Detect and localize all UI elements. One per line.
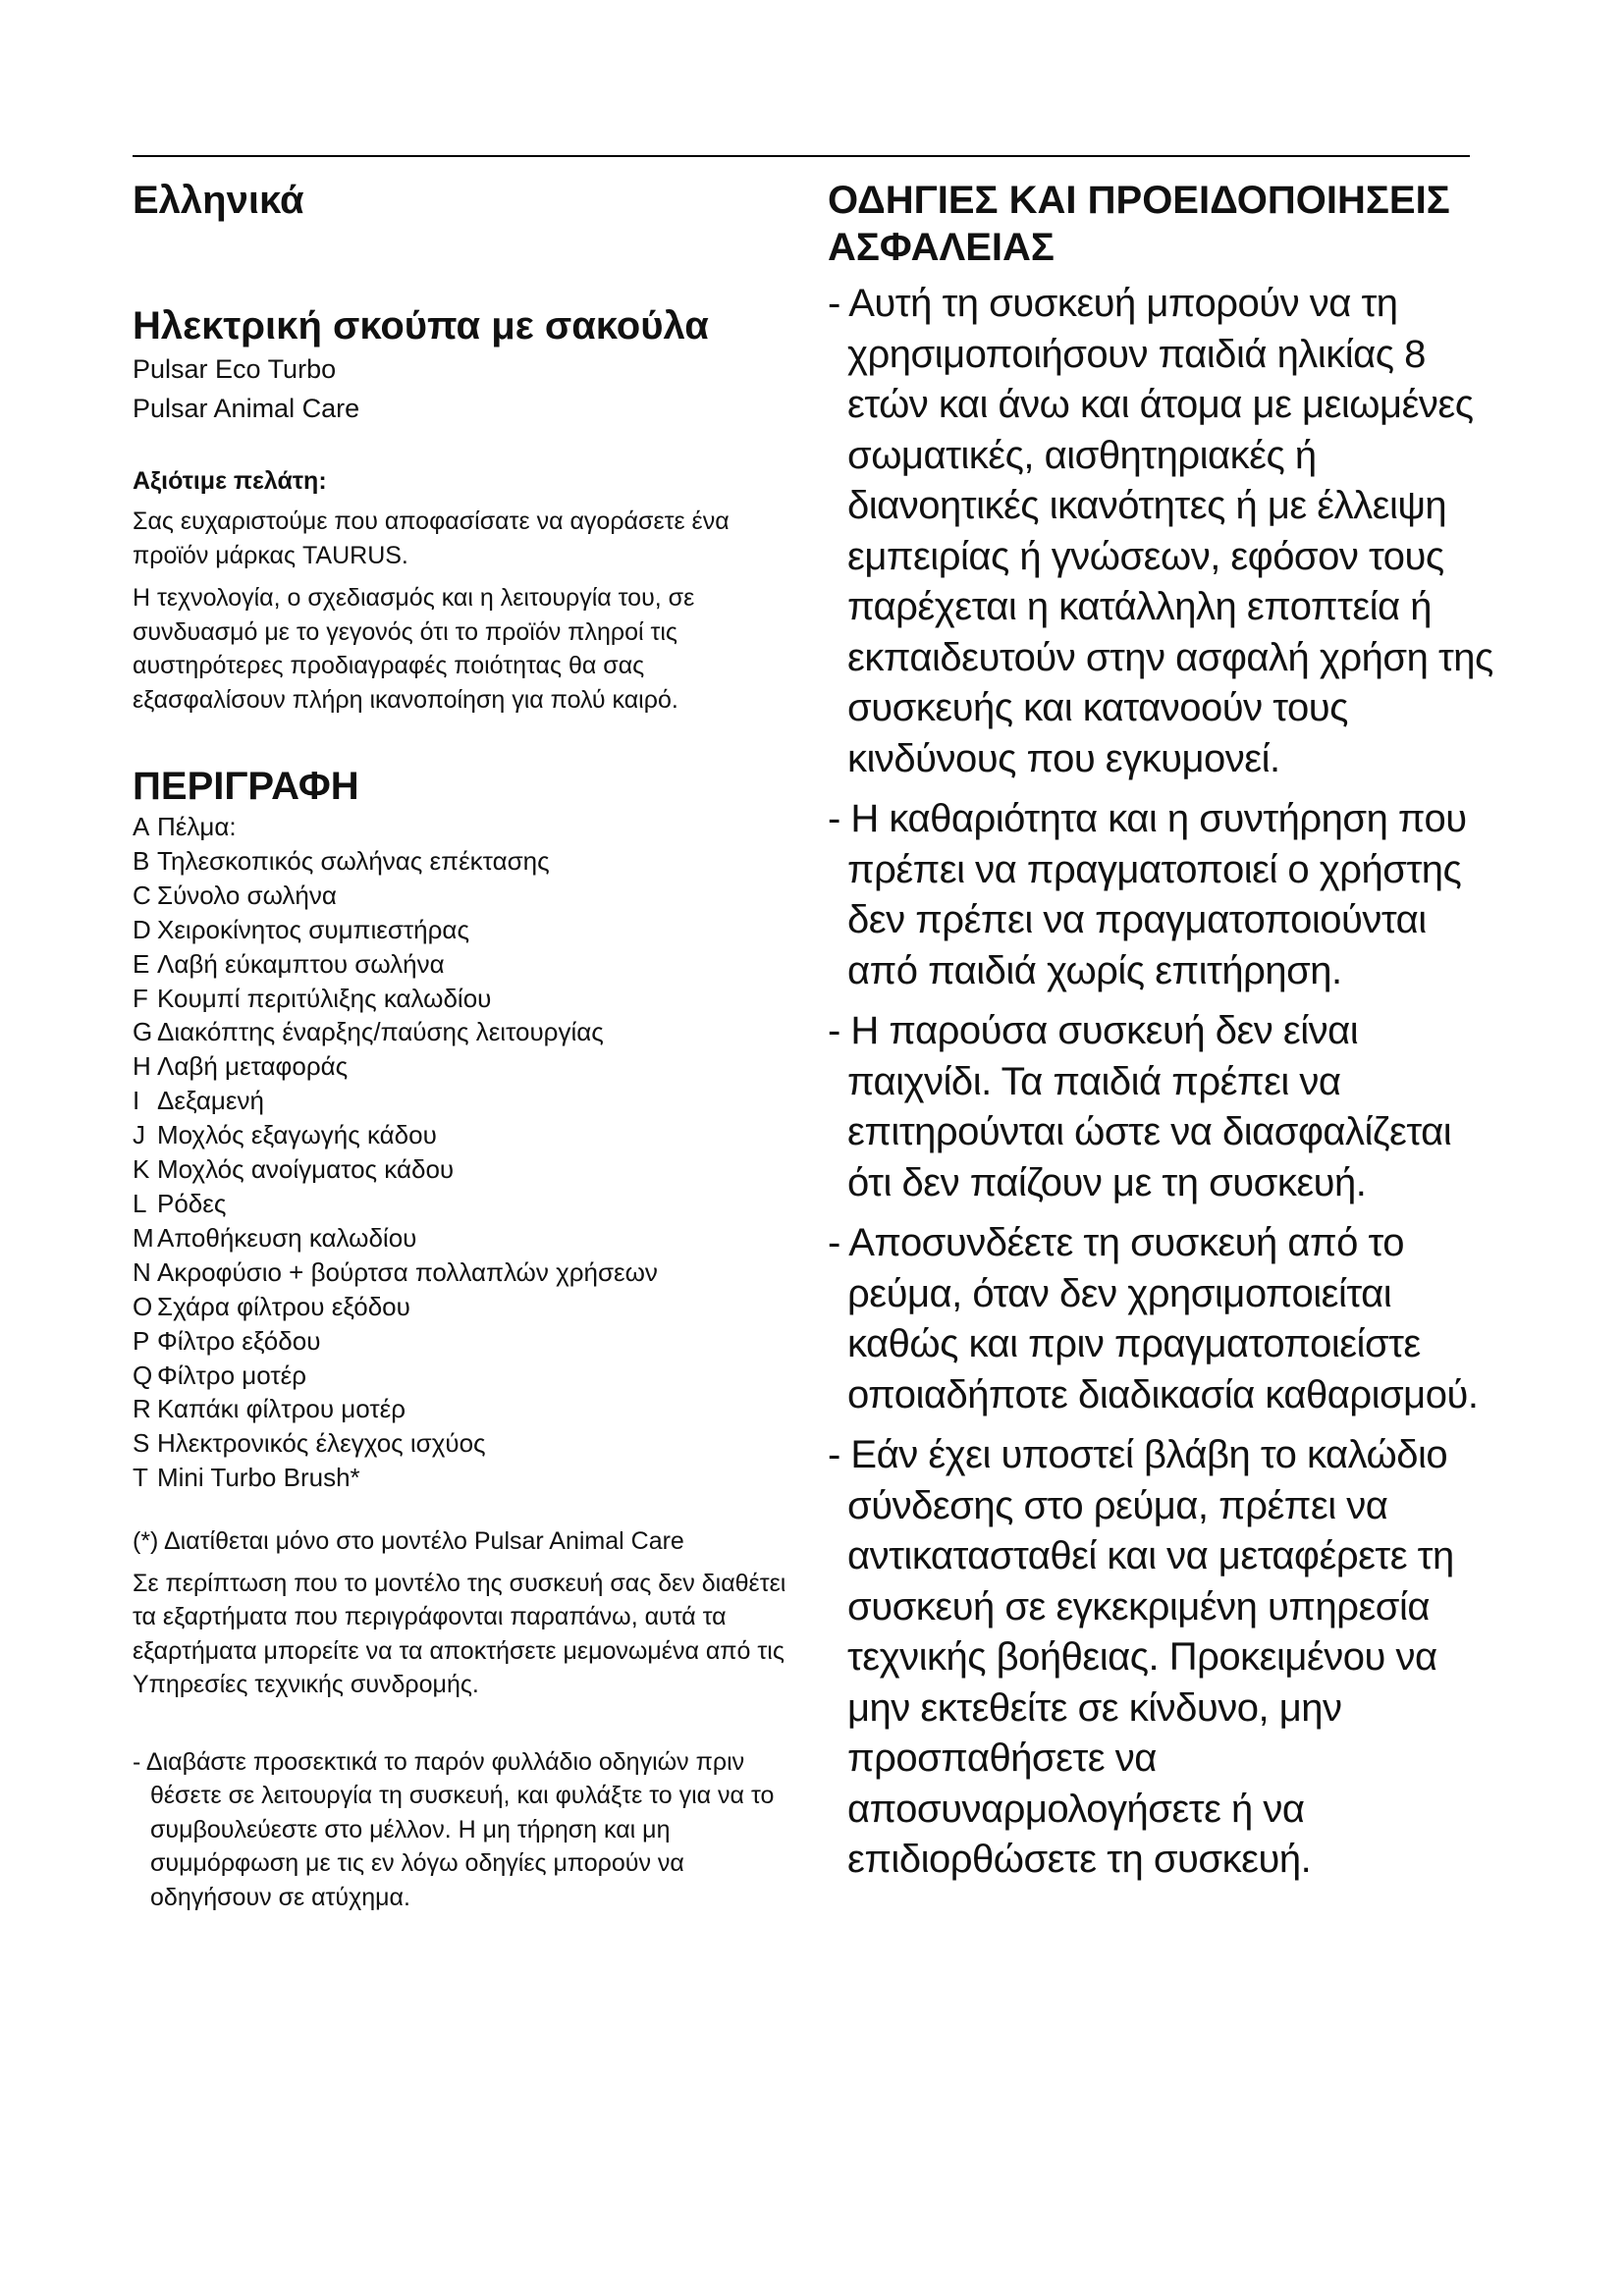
safety-item: - Εάν έχει υποστεί βλάβη το καλώδιο σύνδεσης στο ρεύμα, πρέπει να αντικατασταθεί και να μεταφέρετε τη συσκευή σε εγκεκριμένη υπηρεσία τεχνικής βοήθειας. Προκειμένου να μην εκτεθείτε σε κίνδυνο, μην προσπαθήσετε να αποσυναρμολογήσετε ή να επιδιορθώσετε τη συσκευή. (828, 1433, 1454, 1881)
part-item (133, 1290, 800, 1324)
read-instructions-note: - Διαβάστε προσεκτικά το παρόν φυλλάδιο οδηγιών πριν θέσετε σε λειτουργία τη συσκευή, και φυλάξτε το για να το συμβουλεύεστε στο μέλλον. Η μη τήρηση και μη συμμόρφωση με τις εν λόγω οδηγίες μπορούν να οδηγήσουν σε ατύχημα. (133, 1747, 775, 1911)
language-heading: Ελληνικά (133, 179, 304, 222)
part-label: Μοχλός ανοίγματος κάδου (157, 1154, 455, 1185)
part-item (133, 1221, 800, 1255)
part-item (133, 913, 800, 947)
part-item (133, 1049, 800, 1084)
part-letter: S (133, 1428, 150, 1459)
part-letter: M (133, 1222, 154, 1253)
part-letter: T (133, 1463, 148, 1493)
part-label: Καπάκι φίλτρου μοτέρ (157, 1394, 406, 1424)
safety-list (828, 279, 1495, 1886)
part-label: Ακροφύσιο + βούρτσα πολλαπλών χρήσεων (157, 1256, 658, 1287)
parts-list (133, 810, 800, 1495)
part-label: Αποθήκευση καλωδίου (157, 1222, 417, 1253)
part-letter: J (133, 1120, 145, 1150)
part-label: Τηλεσκοπικός σωλήνας επέκτασης (157, 845, 550, 876)
part-letter: L (133, 1188, 147, 1218)
part-item (133, 1187, 800, 1221)
accessories-note: Σε περίπτωση που το μοντέλο της συσκευή σας δεν διαθέτει τα εξαρτήματα που περιγράφονται παραπάνω, αυτά τα εξαρτήματα μπορείτε να τα αποκτήσετε μεμονωμένα από τις Υπηρεσίες τεχνικής συνδρομής. (133, 1569, 786, 1699)
right-column (828, 177, 1495, 1896)
part-item (133, 1015, 800, 1049)
part-label: Φίλτρο εξόδου (157, 1325, 321, 1356)
part-item (133, 810, 800, 844)
part-label: Mini Turbo Brush* (157, 1463, 360, 1493)
part-label: Σύνολο σωλήνα (157, 880, 337, 910)
safety-item: - Αποσυνδέετε τη συσκευή από το ρεύμα, όταν δεν χρησιμοποιείται καθώς και πριν πραγματοποιείστε οποιαδήποτε διαδικασία καθαρισμού. (828, 1221, 1479, 1416)
part-label: Ηλεκτρονικός έλεγχος ισχύος (157, 1428, 486, 1459)
part-item (133, 879, 800, 913)
part-item (133, 1118, 800, 1152)
part-label: Σχάρα φίλτρου εξόδου (157, 1291, 410, 1321)
header-divider (133, 155, 1470, 157)
part-item (133, 1324, 800, 1359)
part-letter: G (133, 1017, 153, 1047)
part-letter: K (133, 1154, 150, 1185)
part-letter: H (133, 1051, 151, 1082)
model-name: Pulsar Eco Turbo (133, 354, 337, 384)
part-label: Μοχλός εξαγωγής κάδου (157, 1120, 437, 1150)
part-item (133, 1152, 800, 1187)
part-letter: D (133, 914, 151, 944)
part-item (133, 982, 800, 1016)
part-letter: Q (133, 1360, 153, 1390)
part-letter: N (133, 1256, 151, 1287)
part-letter: I (133, 1086, 140, 1116)
part-item (133, 947, 800, 982)
part-label: Χειροκίνητος συμπιεστήρας (157, 914, 469, 944)
part-item (133, 844, 800, 879)
description-heading: ΠΕΡΙΓΡΑΦΗ (133, 765, 359, 808)
safety-item: - Η καθαριότητα και η συντήρηση που πρέπει να πραγματοποιεί ο χρήστης δεν πρέπει να πραγματοποιούνται από παιδιά χωρίς επιτήρηση. (828, 797, 1467, 992)
part-label: Φίλτρο μοτέρ (157, 1360, 306, 1390)
safety-item: - Αυτή τη συσκευή μπορούν να τη χρησιμοποιήσουν παιδιά ηλικίας 8 ετών και άνω και άτομα με μειωμένες σωματικές, αισθητηριακές ή διανοητικές ικανότητες ή με έλλειψη εμπειρίας ή γνώσεων, εφόσον τους παρέχεται η κατάλληλη εποπτεία ή εκπαιδευτούν στην ασφαλή χρήση της συσκευής και κατανοούν τους κινδύνους που εγκυμονεί. (828, 282, 1493, 780)
part-letter: E (133, 948, 150, 979)
product-title: Ηλεκτρική σκούπα με σακούλα (133, 304, 709, 347)
part-letter: A (133, 812, 150, 841)
part-letter: F (133, 983, 148, 1013)
part-item (133, 1359, 800, 1393)
part-item (133, 1426, 800, 1461)
intro-paragraph: Σας ευχαριστούμε που αποφασίσατε να αγοράσετε ένα προϊόν μάρκας TAURUS. (133, 507, 730, 569)
part-label: Δεξαμενή (157, 1086, 264, 1116)
part-item (133, 1461, 800, 1495)
part-letter: R (133, 1394, 151, 1424)
part-label: Λαβή μεταφοράς (157, 1051, 349, 1082)
availability-footnote: (*) Διατίθεται μόνο στο μοντέλο Pulsar Animal Care (133, 1527, 684, 1556)
part-item (133, 1392, 800, 1426)
part-item (133, 1255, 800, 1290)
part-label: Πέλμα: (157, 812, 237, 841)
safety-item: - Η παρούσα συσκευή δεν είναι παιχνίδι. Τα παιδιά πρέπει να επιτηρούνται ώστε να διασφαλίζεται ότι δεν παίζουν με τη συσκευή. (828, 1009, 1452, 1204)
dear-customer-heading: Αξιότιμε πελάτη: (133, 467, 327, 495)
intro-paragraph: Η τεχνολογία, ο σχεδιασμός και η λειτουργία του, σε συνδυασμό με το γεγονός ότι το προϊόν πληροί τις αυστηρότερες προδιαγραφές ποιότητας θα σας εξασφαλίσουν πλήρη ικανοποίηση για πολύ καιρό. (133, 584, 695, 714)
part-label: Ρόδες (157, 1188, 227, 1218)
part-letter: O (133, 1291, 153, 1321)
part-letter: B (133, 845, 150, 876)
part-label: Κουμπί περιτύλιξης καλωδίου (157, 983, 492, 1013)
safety-heading: ΟΔΗΓΙΕΣ ΚΑΙ ΠΡΟΕΙΔΟΠΟΙΗΣΕΙΣ ΑΣΦΑΛΕΙΑΣ (828, 179, 1450, 269)
left-column (133, 177, 800, 1914)
part-label: Διακόπτης έναρξης/παύσης λειτουργίας (157, 1017, 604, 1047)
part-letter: P (133, 1325, 150, 1356)
part-label: Λαβή εύκαμπτου σωλήνα (157, 948, 445, 979)
part-item (133, 1084, 800, 1118)
part-letter: C (133, 880, 151, 910)
model-name: Pulsar Animal Care (133, 394, 360, 423)
